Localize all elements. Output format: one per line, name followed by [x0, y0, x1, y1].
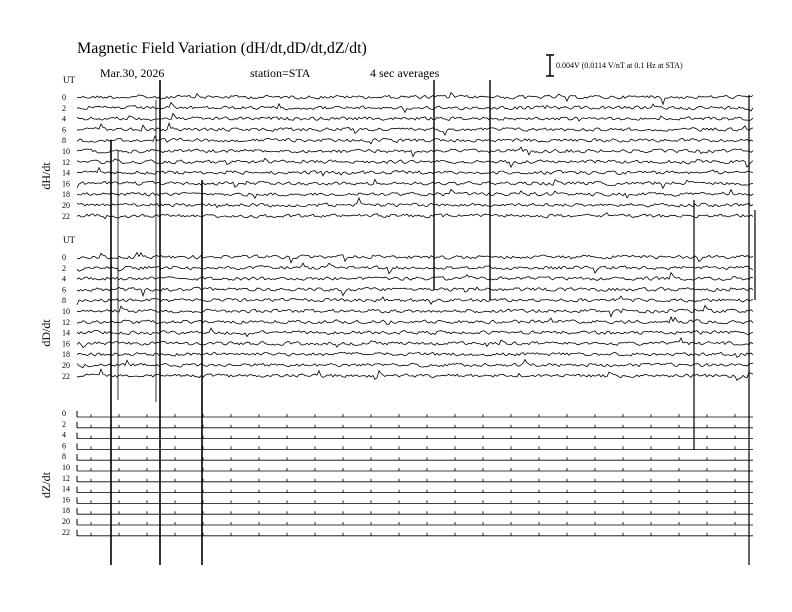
row-label: 18: [62, 350, 70, 360]
row-label: 8: [62, 452, 66, 462]
trace-line: [77, 352, 753, 357]
trace-line: [77, 147, 753, 157]
trace-line: [77, 113, 753, 121]
trace-line: [77, 533, 753, 536]
row-label: 14: [62, 328, 70, 338]
trace-line: [77, 369, 753, 380]
row-label: 22: [62, 211, 70, 221]
trace-line: [77, 338, 753, 347]
row-label: 20: [62, 361, 70, 370]
row-label: 4: [62, 114, 66, 124]
trace-line: [77, 446, 753, 449]
trace-line: [77, 414, 753, 417]
trace-line: [77, 457, 753, 460]
row-label: 6: [62, 285, 66, 295]
row-label: 22: [62, 527, 70, 537]
trace-line: [77, 180, 753, 189]
trace-line: [77, 103, 753, 113]
trace-line: [77, 189, 753, 198]
row-label: 14: [62, 484, 70, 494]
trace-line: [77, 500, 753, 503]
trace-line: [77, 123, 753, 135]
row-label: 10: [62, 463, 70, 472]
row-label: 4: [62, 430, 66, 440]
scale-label: 0.004V (0.0114 V/nT at 0.1 Hz at STA): [556, 61, 683, 70]
panel-2-ylabel: dZ/dt: [39, 472, 53, 498]
row-label: 14: [62, 168, 70, 178]
panel-1-ut-label: UT: [63, 235, 75, 245]
trace-line: [77, 317, 753, 325]
row-label: 8: [62, 296, 66, 306]
row-label: 0: [62, 409, 66, 418]
row-label: 22: [62, 371, 70, 381]
trace-line: [77, 198, 753, 208]
panel-0-ylabel: dH/dt: [39, 162, 53, 190]
trace-line: [77, 328, 753, 337]
scale-bar: [546, 55, 554, 76]
trace-line: [77, 468, 753, 471]
trace-line: [77, 360, 753, 368]
row-label: 0: [62, 93, 66, 102]
traces-layer: [77, 93, 753, 536]
row-label: 12: [62, 157, 70, 167]
row-label: 4: [62, 274, 66, 284]
row-label: 2: [62, 103, 66, 113]
row-label: 20: [62, 517, 70, 526]
chart-title: Magnetic Field Variation (dH/dt,dD/dt,dZ/dt): [77, 40, 367, 57]
trace-line: [77, 263, 753, 274]
row-labels-layer: [62, 93, 70, 537]
trace-line: [77, 93, 753, 105]
row-label: 16: [62, 495, 70, 505]
panel-0-ut-label: UT: [63, 75, 75, 85]
trace-line: [77, 136, 753, 144]
trace-line: [77, 306, 753, 317]
row-label: 16: [62, 339, 70, 349]
row-label: 6: [62, 125, 66, 135]
row-label: 10: [62, 307, 70, 316]
trace-line: [77, 273, 753, 281]
row-label: 12: [62, 473, 70, 483]
row-label: 2: [62, 419, 66, 429]
row-label: 18: [62, 506, 70, 516]
row-label: 10: [62, 147, 70, 156]
trace-line: [77, 479, 753, 482]
row-label: 2: [62, 263, 66, 273]
row-label: 16: [62, 179, 70, 189]
trace-line: [77, 522, 753, 525]
row-label: 18: [62, 190, 70, 200]
row-label: 8: [62, 136, 66, 146]
trace-line: [77, 158, 753, 167]
row-label: 12: [62, 317, 70, 327]
trace-line: [77, 253, 753, 263]
row-label: 0: [62, 253, 66, 262]
trace-line: [77, 168, 753, 176]
date-label: Mar.30, 2026: [100, 66, 165, 80]
trace-line: [77, 511, 753, 514]
averaging-label: 4 sec averages: [370, 66, 440, 80]
trace-line: [77, 436, 753, 439]
trace-line: [77, 213, 753, 219]
station-label: station=STA: [250, 66, 311, 80]
row-label: 20: [62, 201, 70, 210]
trace-line: [77, 287, 753, 296]
panel-1-ylabel: dD/dt: [39, 319, 53, 347]
row-label: 6: [62, 441, 66, 451]
trace-line: [77, 296, 753, 305]
trace-line: [77, 425, 753, 428]
trace-line: [77, 490, 753, 493]
